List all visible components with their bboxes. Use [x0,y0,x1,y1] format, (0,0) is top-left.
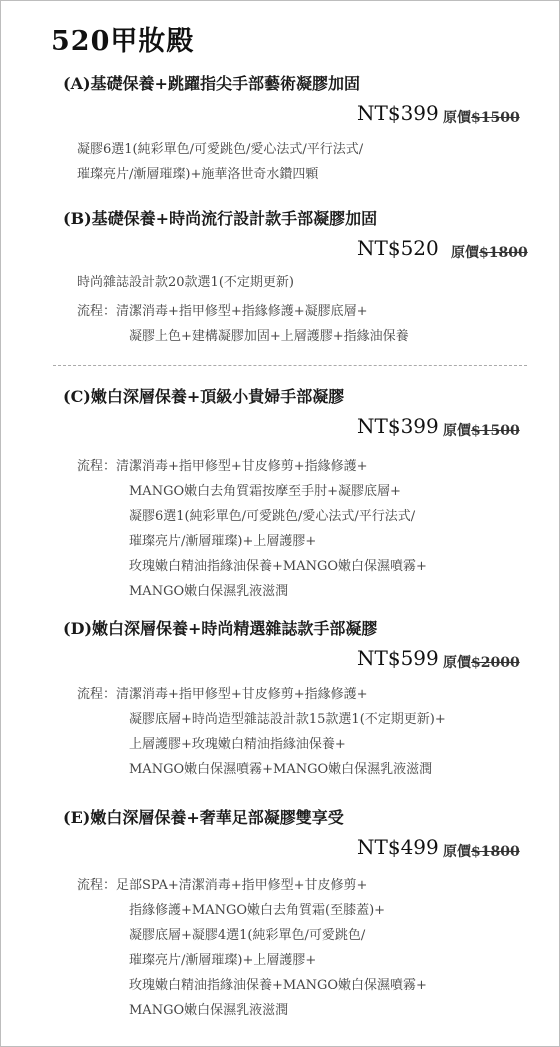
original-price-value: $1500 [471,110,520,126]
detail-line: 時尚雜誌設計款20款選1(不定期更新) [77,275,294,290]
detail-line: MANGO嫩白去角質霜按摩至手肘+凝膠底層+ [129,484,401,499]
original-price-value: $2000 [471,655,520,671]
package-details [77,454,427,604]
detail-line: 玫瑰嫩白精油指緣油保養+MANGO嫩白保濕噴霧+ [129,559,427,574]
original-price [451,242,528,262]
detail-line: 璀璨亮片/漸層璀璨)+上層護膠+ [129,953,317,968]
package-heading: (C)嫩白深層保養+頂級小貴婦手部凝膠 [63,387,345,406]
package-details [77,873,427,1023]
package-heading: (B)基礎保養+時尚流行設計款手部凝膠加固 [63,209,378,228]
detail-line: 凝膠底層+時尚造型雜誌設計款15款選1(不定期更新)+ [129,712,446,727]
original-price-label: 原價 [443,844,471,860]
original-price-label: 原價 [443,423,471,439]
detail-line: 凝膠6選1(純彩單色/可愛跳色/愛心法式/平行法式/ [77,142,364,157]
package-details [77,270,409,349]
package-price: NT$599 [357,646,439,670]
original-price [443,652,520,672]
detail-line: 璀璨亮片/漸層璀璨)+上層護膠+ [129,534,317,549]
detail-line: 凝膠上色+建構凝膠加固+上層護膠+指緣油保養 [129,329,409,344]
package-details [77,137,363,187]
package-heading: (E)嫩白深層保養+奢華足部凝膠雙享受 [63,808,344,827]
original-price-value: $1500 [471,423,520,439]
detail-line: 流程：足部SPA+清潔消毒+指甲修型+甘皮修剪+ [77,878,368,893]
original-price [443,420,520,440]
page-title: 520甲妝殿 [51,26,195,57]
detail-line: 流程：清潔消毒+指甲修型+甘皮修剪+指緣修護+ [77,687,368,702]
detail-line: 璀璨亮片/漸層璀璨)+施華洛世奇水鑽四顆 [77,167,319,182]
detail-line: 指緣修護+MANGO嫩白去角質霜(至膝蓋)+ [129,903,386,918]
package-price: NT$520 [357,236,439,260]
detail-line: 玫瑰嫩白精油指緣油保養+MANGO嫩白保濕噴霧+ [129,978,427,993]
detail-line: 凝膠6選1(純彩單色/可愛跳色/愛心法式/平行法式/ [129,509,416,524]
detail-line: 上層護膠+玫瑰嫩白精油指緣油保養+ [129,737,346,752]
detail-line: MANGO嫩白保濕乳液滋潤 [129,584,289,599]
original-price [443,107,520,127]
package-details [77,682,446,782]
original-price-value: $1800 [479,245,528,261]
package-price: NT$499 [357,835,439,859]
original-price-value: $1800 [471,844,520,860]
original-price-label: 原價 [443,110,471,126]
detail-line: 凝膠底層+凝膠4選1(純彩單色/可愛跳色/ [129,928,366,943]
detail-line: 流程：清潔消毒+指甲修型+甘皮修剪+指緣修護+ [77,459,368,474]
package-price: NT$399 [357,414,439,438]
detail-line: MANGO嫩白保濕乳液滋潤 [129,1003,289,1018]
section-divider [53,365,527,366]
original-price [443,841,520,861]
package-heading: (D)嫩白深層保養+時尚精選雜誌款手部凝膠 [63,619,378,638]
original-price-label: 原價 [443,655,471,671]
package-price: NT$399 [357,101,439,125]
package-heading: (A)基礎保養+跳躍指尖手部藝術凝膠加固 [63,74,360,93]
detail-line: 流程：清潔消毒+指甲修型+指緣修護+凝膠底層+ [77,304,368,319]
original-price-label: 原價 [451,245,479,261]
detail-line: MANGO嫩白保濕噴霧+MANGO嫩白保濕乳液滋潤 [129,762,433,777]
